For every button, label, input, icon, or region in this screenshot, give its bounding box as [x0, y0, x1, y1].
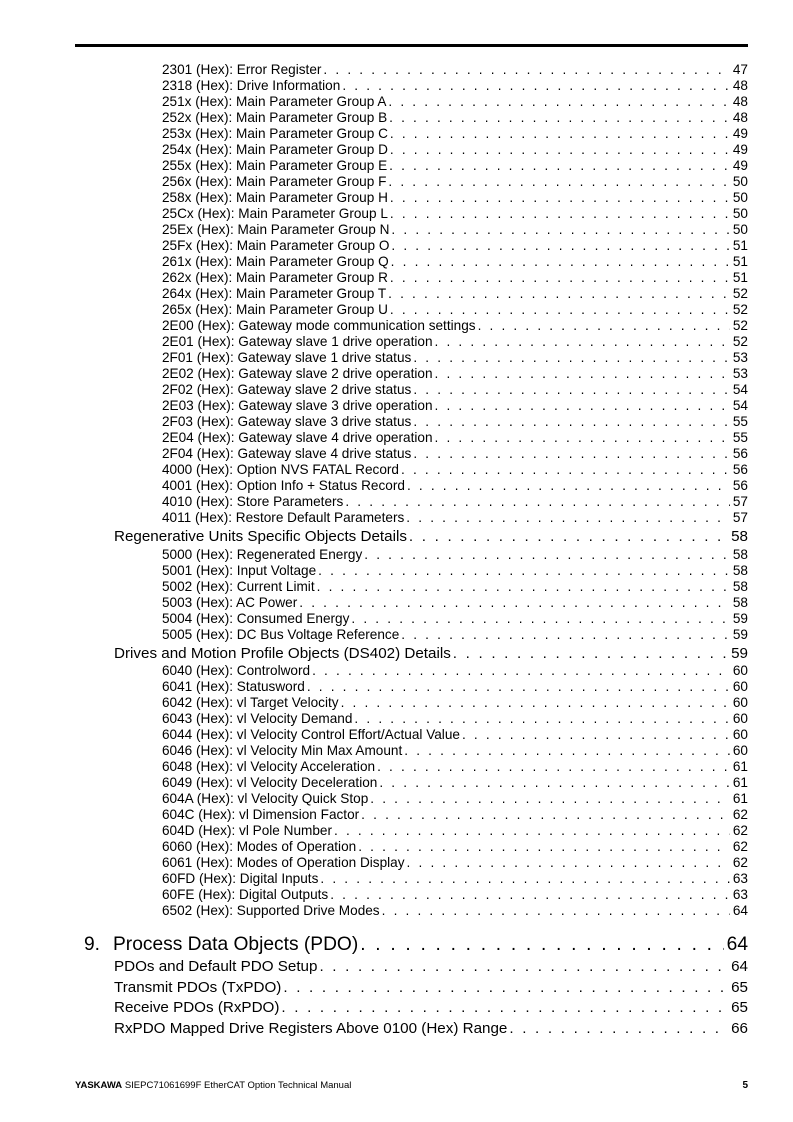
toc-entry-text: 5003 (Hex): AC Power [162, 594, 298, 610]
toc-entry-text: 2F04 (Hex): Gateway slave 4 drive status [162, 446, 412, 461]
toc-entry-label [162, 414, 413, 430]
toc-entry-text: 5001 (Hex): Input Voltage [162, 562, 317, 578]
toc-entry-label [162, 579, 317, 595]
toc-page-number: 54 [732, 382, 748, 397]
toc-entry[interactable] [162, 286, 748, 302]
toc-leader-dots [317, 579, 730, 595]
toc-entry[interactable] [162, 839, 748, 855]
toc-entry[interactable] [114, 1019, 748, 1038]
toc-entry[interactable] [162, 382, 748, 398]
toc-entry-text: 256x (Hex): Main Parameter Group F [162, 174, 387, 189]
toc-entry-label [162, 727, 462, 743]
toc-entry-label [162, 350, 413, 366]
toc-page-number: 50 [732, 190, 748, 205]
toc-entry-text: 261x (Hex): Main Parameter Group Q [162, 254, 389, 269]
toc-entry-text: 4001 (Hex): Option Info + Status Record [162, 478, 405, 493]
toc-entry-label [162, 430, 435, 446]
toc-entry[interactable] [162, 78, 748, 94]
toc-page-number: 48 [732, 94, 748, 109]
toc-leader-dots [435, 430, 730, 446]
toc-entry-label [162, 611, 351, 627]
toc-leader-dots [307, 679, 730, 695]
toc-entry-text: 2318 (Hex): Drive Information [162, 78, 341, 93]
toc-entry[interactable] [162, 510, 748, 526]
toc-entry-label [162, 887, 330, 903]
toc-entry[interactable] [162, 743, 748, 759]
toc-entry-label [162, 238, 391, 254]
toc-leader-dots [389, 110, 730, 126]
toc-page-number: 51 [732, 254, 748, 269]
toc-leader-dots [281, 998, 728, 1017]
toc-entry[interactable] [162, 823, 748, 839]
toc-entry-label [162, 871, 320, 887]
toc-page-number: 53 [732, 366, 748, 381]
toc-entry-text: 5005 (Hex): DC Bus Voltage Reference [162, 626, 400, 642]
toc-entry-text: 5004 (Hex): Consumed Energy [162, 610, 350, 626]
toc-entry[interactable] [162, 142, 748, 158]
toc-leader-dots [390, 190, 730, 206]
toc-page-number: 60 [732, 679, 748, 694]
toc-entry-label [162, 174, 388, 190]
toc-page-number: 64 [726, 934, 748, 955]
toc-entry-label [162, 382, 413, 398]
toc-entry-label [162, 478, 407, 494]
toc-entry-label [162, 839, 358, 855]
page-footer [75, 1080, 748, 1091]
toc-entry[interactable] [162, 759, 748, 775]
toc-entry-text: Receive PDOs (RxPDO) [114, 999, 280, 1016]
toc-page-number: 58 [732, 594, 748, 610]
toc-leader-dots [453, 644, 728, 663]
toc-entry-label [114, 1019, 509, 1038]
footer-brand: YASKAWA [75, 1080, 123, 1091]
toc-entry[interactable] [162, 238, 748, 254]
toc-entry-label [84, 933, 360, 957]
toc-entry-text: 5002 (Hex): Current Limit [162, 578, 315, 594]
toc-entry-label [162, 142, 390, 158]
toc-entry[interactable] [162, 126, 748, 142]
toc-page-number: 62 [732, 807, 748, 822]
toc-entry-label [162, 595, 299, 611]
toc-leader-dots [364, 547, 730, 563]
toc-entry-label [162, 563, 318, 579]
toc-entry[interactable] [162, 222, 748, 238]
toc-page-number: 61 [732, 775, 748, 790]
toc-entry[interactable] [162, 430, 748, 446]
toc-leader-dots [401, 462, 730, 478]
toc-entry-label [162, 462, 401, 478]
toc-entry[interactable] [162, 695, 748, 711]
toc-leader-dots [360, 933, 723, 957]
toc-entry-label [162, 510, 406, 526]
toc-entry-label [162, 190, 390, 206]
toc-entry-label [162, 743, 404, 759]
toc-entry[interactable] [162, 663, 748, 679]
toc-entry[interactable] [162, 174, 748, 190]
toc-entry[interactable] [162, 727, 748, 743]
toc-leader-dots [342, 78, 730, 94]
toc-leader-dots [377, 759, 730, 775]
toc-entry-text: 251x (Hex): Main Parameter Group A [162, 94, 387, 109]
toc-entry-text: 4000 (Hex): Option NVS FATAL Record [162, 462, 399, 477]
toc-page-number: 60 [732, 663, 748, 678]
toc-entry[interactable] [162, 547, 748, 563]
toc-leader-dots [390, 302, 730, 318]
toc-leader-dots [435, 334, 730, 350]
toc-leader-dots [351, 611, 729, 627]
footer-page-number: 5 [742, 1080, 748, 1091]
toc-entry-label [162, 775, 379, 791]
toc-leader-dots [323, 62, 729, 78]
toc-entry[interactable] [162, 711, 748, 727]
toc-entry[interactable] [114, 644, 748, 663]
toc-leader-dots [413, 350, 730, 366]
toc-entry[interactable] [162, 158, 748, 174]
toc-page-number: 49 [732, 126, 748, 141]
toc-leader-dots [391, 254, 730, 270]
toc-entry-label [162, 126, 390, 142]
toc-chapter-number: 9. [84, 934, 101, 955]
toc-entry[interactable] [84, 933, 748, 957]
toc-page-number: 64 [732, 903, 748, 918]
toc-page-number: 52 [732, 318, 748, 333]
toc-entry-text: 258x (Hex): Main Parameter Group H [162, 190, 388, 205]
toc-page-number: 63 [732, 887, 748, 902]
toc-leader-dots [388, 174, 729, 190]
toc-page-number: 63 [732, 871, 748, 886]
toc-entry[interactable] [162, 462, 748, 478]
toc-entry[interactable] [114, 998, 748, 1017]
toc-entry-label [162, 446, 413, 462]
toc-entry-label [162, 318, 478, 334]
toc-leader-dots [330, 887, 730, 903]
toc-entry-label [162, 807, 361, 823]
toc-entry[interactable] [162, 611, 748, 627]
toc-leader-dots [413, 446, 730, 462]
toc-entry-text: 6046 (Hex): vl Velocity Min Max Amount [162, 743, 403, 758]
toc-entry-text: PDOs and Default PDO Setup [114, 958, 318, 975]
toc-entry-text: 252x (Hex): Main Parameter Group B [162, 110, 388, 125]
toc-entry[interactable] [162, 318, 748, 334]
toc-entry[interactable] [114, 957, 748, 976]
toc-page-number: 58 [732, 578, 748, 594]
toc-entry-text: Regenerative Units Specific Objects Details [114, 528, 407, 545]
toc-page-number: 66 [731, 1019, 748, 1037]
toc-entry-text: 6043 (Hex): vl Velocity Demand [162, 711, 353, 726]
toc-page-number: 52 [732, 286, 748, 301]
toc-leader-dots [391, 222, 729, 238]
toc-entry[interactable] [162, 302, 748, 318]
toc-entry[interactable] [162, 679, 748, 695]
toc-leader-dots [320, 871, 729, 887]
toc-entry-text: Process Data Objects (PDO) [113, 934, 359, 955]
toc-leader-dots [358, 839, 730, 855]
toc-entry-label [162, 110, 389, 126]
toc-entry-text: 2E04 (Hex): Gateway slave 4 drive operation [162, 430, 433, 445]
toc-entry-text: 60FE (Hex): Digital Outputs [162, 887, 329, 902]
toc-entry-text: 6041 (Hex): Statusword [162, 679, 305, 694]
toc-page-number: 49 [732, 158, 748, 173]
toc-entry-text: 25Fx (Hex): Main Parameter Group O [162, 238, 390, 253]
toc-page-number: 52 [732, 334, 748, 349]
toc-leader-dots [435, 366, 730, 382]
toc-page-number: 51 [732, 270, 748, 285]
toc-entry-label [114, 527, 409, 546]
toc-leader-dots [435, 398, 730, 414]
toc-page-number: 49 [732, 142, 748, 157]
toc-entry[interactable] [162, 595, 748, 611]
toc-leader-dots [341, 695, 730, 711]
toc-leader-dots [390, 270, 730, 286]
toc-entry[interactable] [162, 414, 748, 430]
toc-entry[interactable] [162, 398, 748, 414]
toc-entry-label [162, 679, 307, 695]
toc-page-number: 60 [732, 711, 748, 726]
toc-entry-label [162, 222, 391, 238]
toc-entry-label [162, 206, 390, 222]
toc-entry-text: 262x (Hex): Main Parameter Group R [162, 270, 388, 285]
toc-leader-dots [389, 158, 730, 174]
toc-entry-text: 2F01 (Hex): Gateway slave 1 drive status [162, 350, 412, 365]
toc-entry-text: 6040 (Hex): Controlword [162, 663, 311, 678]
toc-entry[interactable] [162, 563, 748, 579]
toc-entry-text: 2E03 (Hex): Gateway slave 3 drive operation [162, 398, 433, 413]
toc-entry-label [162, 62, 323, 78]
toc-page-number: 57 [732, 510, 748, 525]
toc-page-number: 54 [732, 398, 748, 413]
toc-leader-dots [319, 957, 728, 976]
toc-page-number: 52 [732, 302, 748, 317]
toc-entry-text: 2E00 (Hex): Gateway mode communication settings [162, 318, 476, 333]
toc-page-number: 48 [732, 78, 748, 93]
toc-entry-text: 6061 (Hex): Modes of Operation Display [162, 855, 405, 870]
toc-entry-label [162, 791, 370, 807]
toc-entry-label [162, 286, 388, 302]
toc-entry-label [162, 270, 390, 286]
toc-page-number: 65 [731, 999, 748, 1016]
toc-entry-text: 254x (Hex): Main Parameter Group D [162, 142, 388, 157]
toc-page-number: 55 [732, 430, 748, 445]
toc-page-number: 64 [731, 958, 748, 975]
toc-page-number: 51 [732, 238, 748, 253]
toc-entry-label [162, 78, 342, 94]
toc-entry[interactable] [162, 627, 748, 643]
toc-entry-text: 265x (Hex): Main Parameter Group U [162, 302, 388, 317]
toc-entry-text: 6042 (Hex): vl Target Velocity [162, 695, 339, 710]
toc-leader-dots [334, 823, 730, 839]
toc-entry-text: 604C (Hex): vl Dimension Factor [162, 807, 360, 822]
toc-entry-text: Drives and Motion Profile Objects (DS402) Details [114, 644, 451, 662]
toc-entry-text: 25Ex (Hex): Main Parameter Group N [162, 222, 390, 237]
toc-page-number: 50 [732, 222, 748, 237]
toc-entry-text: 253x (Hex): Main Parameter Group C [162, 126, 388, 141]
toc-entry[interactable] [114, 978, 748, 997]
toc-entry-text: 5000 (Hex): Regenerated Energy [162, 546, 363, 562]
toc-entry-text: 6060 (Hex): Modes of Operation [162, 839, 357, 854]
toc-entry-text: 604A (Hex): vl Velocity Quick Stop [162, 791, 369, 806]
toc-entry-label [162, 711, 354, 727]
toc-entry-label [162, 663, 312, 679]
toc-entry[interactable] [162, 62, 748, 78]
toc-entry-label [162, 494, 345, 510]
toc-entry[interactable] [162, 206, 748, 222]
toc-page-number: 58 [731, 528, 748, 545]
toc-entry[interactable] [162, 350, 748, 366]
toc-entry-text: 4011 (Hex): Restore Default Parameters [162, 510, 405, 525]
toc-leader-dots [407, 855, 730, 871]
toc-page-number: 60 [732, 727, 748, 742]
toc-entry[interactable] [162, 366, 748, 382]
toc-page-number: 53 [732, 350, 748, 365]
toc-leader-dots [361, 807, 730, 823]
toc-entry[interactable] [162, 855, 748, 871]
toc-entry-text: 2301 (Hex): Error Register [162, 62, 322, 77]
toc-entry[interactable] [162, 775, 748, 791]
toc-page-number: 61 [732, 791, 748, 806]
toc-entry-text: 264x (Hex): Main Parameter Group T [162, 286, 387, 301]
toc-page-number: 56 [732, 446, 748, 461]
toc-page-number: 59 [732, 626, 748, 642]
toc-entry-text: 6044 (Hex): vl Velocity Control Effort/Actual Value [162, 727, 460, 742]
toc-entry[interactable] [162, 270, 748, 286]
toc-entry[interactable] [162, 807, 748, 823]
toc-entry[interactable] [162, 903, 748, 919]
toc-entry-label [162, 158, 389, 174]
toc-page-number: 62 [732, 839, 748, 854]
toc-leader-dots [478, 318, 730, 334]
toc-entry-text: 255x (Hex): Main Parameter Group E [162, 158, 388, 173]
toc-entry[interactable] [162, 110, 748, 126]
toc-entry-label [162, 334, 435, 350]
toc-leader-dots [388, 94, 729, 110]
toc-entry-text: 4010 (Hex): Store Parameters [162, 494, 344, 509]
toc-entry-label [162, 695, 341, 711]
toc-page-number: 60 [732, 695, 748, 710]
toc-entry[interactable] [114, 527, 748, 546]
toc-leader-dots [509, 1019, 728, 1038]
toc-entry-label [114, 957, 319, 976]
toc-entry-label [114, 644, 453, 663]
toc-entry[interactable] [162, 871, 748, 887]
toc-entry-text: 2E02 (Hex): Gateway slave 2 drive operation [162, 366, 433, 381]
toc-page-number: 56 [732, 478, 748, 493]
toc-page-number: 62 [732, 855, 748, 870]
toc-entry-text: 2F03 (Hex): Gateway slave 3 drive status [162, 414, 412, 429]
toc-entry-label [162, 855, 407, 871]
toc-entry-label [162, 366, 435, 382]
toc-leader-dots [388, 286, 730, 302]
toc-entry[interactable] [162, 887, 748, 903]
toc-leader-dots [407, 478, 730, 494]
toc-leader-dots [318, 563, 730, 579]
toc-entry[interactable] [162, 94, 748, 110]
toc-page-number: 50 [732, 174, 748, 189]
toc-page-number: 56 [732, 462, 748, 477]
footer-manual-title: SIEPC71061699F EtherCAT Option Technical Manual [124, 1080, 352, 1091]
toc-entry-label [162, 254, 391, 270]
toc-entry-text: 6049 (Hex): vl Velocity Deceleration [162, 775, 378, 790]
toc-entry-label [162, 903, 382, 919]
toc-entry-text: 25Cx (Hex): Main Parameter Group L [162, 206, 388, 221]
toc-entry[interactable] [162, 446, 748, 462]
toc-entry-text: 6502 (Hex): Supported Drive Modes [162, 903, 380, 918]
toc-page-number: 59 [731, 644, 748, 662]
toc-page-number: 58 [732, 562, 748, 578]
toc-entry-label [162, 759, 377, 775]
toc-leader-dots [413, 382, 730, 398]
toc-entry-label [162, 302, 390, 318]
toc-leader-dots [345, 494, 730, 510]
toc-page-number: 59 [732, 610, 748, 626]
toc-leader-dots [283, 978, 728, 997]
toc-leader-dots [406, 510, 730, 526]
toc-page-number: 48 [732, 110, 748, 125]
toc-page-number: 62 [732, 823, 748, 838]
toc-entry-label [162, 398, 435, 414]
toc-leader-dots [391, 238, 729, 254]
toc-leader-dots [462, 727, 730, 743]
toc-page-number: 58 [732, 546, 748, 562]
toc-page-number: 47 [732, 62, 748, 77]
toc-entry[interactable] [162, 494, 748, 510]
toc-entry-text: RxPDO Mapped Drive Registers Above 0100 (Hex) Range [114, 1019, 508, 1037]
toc-entry[interactable] [162, 334, 748, 350]
toc-leader-dots [299, 595, 730, 611]
toc-entry-text: 2E01 (Hex): Gateway slave 1 drive operation [162, 334, 433, 349]
toc-entry-text: Transmit PDOs (TxPDO) [114, 978, 282, 996]
toc-leader-dots [413, 414, 730, 430]
toc-entry-label [162, 823, 334, 839]
toc-page-number: 50 [732, 206, 748, 221]
toc-leader-dots [409, 527, 728, 546]
toc-page-number: 55 [732, 414, 748, 429]
toc-entry-label [114, 978, 283, 997]
toc-entry-label [162, 547, 364, 563]
toc-entry-text: 2F02 (Hex): Gateway slave 2 drive status [162, 382, 412, 397]
toc-leader-dots [382, 903, 730, 919]
footer-title [75, 1080, 351, 1091]
toc-entry[interactable] [162, 791, 748, 807]
toc-entry-label [162, 94, 388, 110]
toc-page-number: 61 [732, 759, 748, 774]
toc-entry[interactable] [162, 254, 748, 270]
toc-page-number: 57 [732, 494, 748, 509]
toc-leader-dots [390, 126, 730, 142]
toc-leader-dots [370, 791, 730, 807]
toc-entry[interactable] [162, 579, 748, 595]
header-rule [75, 44, 748, 47]
toc-entry-text: 6048 (Hex): vl Velocity Acceleration [162, 759, 376, 774]
toc-leader-dots [390, 142, 730, 158]
toc-leader-dots [404, 743, 730, 759]
toc-entry-label [162, 627, 401, 643]
toc-entry-label [114, 998, 281, 1017]
toc-leader-dots [354, 711, 729, 727]
toc-leader-dots [390, 206, 730, 222]
toc-entry[interactable] [162, 190, 748, 206]
toc-entry[interactable] [162, 478, 748, 494]
toc-page-number: 60 [732, 743, 748, 758]
toc-leader-dots [312, 663, 730, 679]
toc-page-number: 65 [731, 978, 748, 996]
toc-leader-dots [401, 627, 730, 643]
toc-entry-text: 604D (Hex): vl Pole Number [162, 823, 332, 838]
toc-leader-dots [379, 775, 730, 791]
toc-entry-text: 60FD (Hex): Digital Inputs [162, 871, 319, 886]
